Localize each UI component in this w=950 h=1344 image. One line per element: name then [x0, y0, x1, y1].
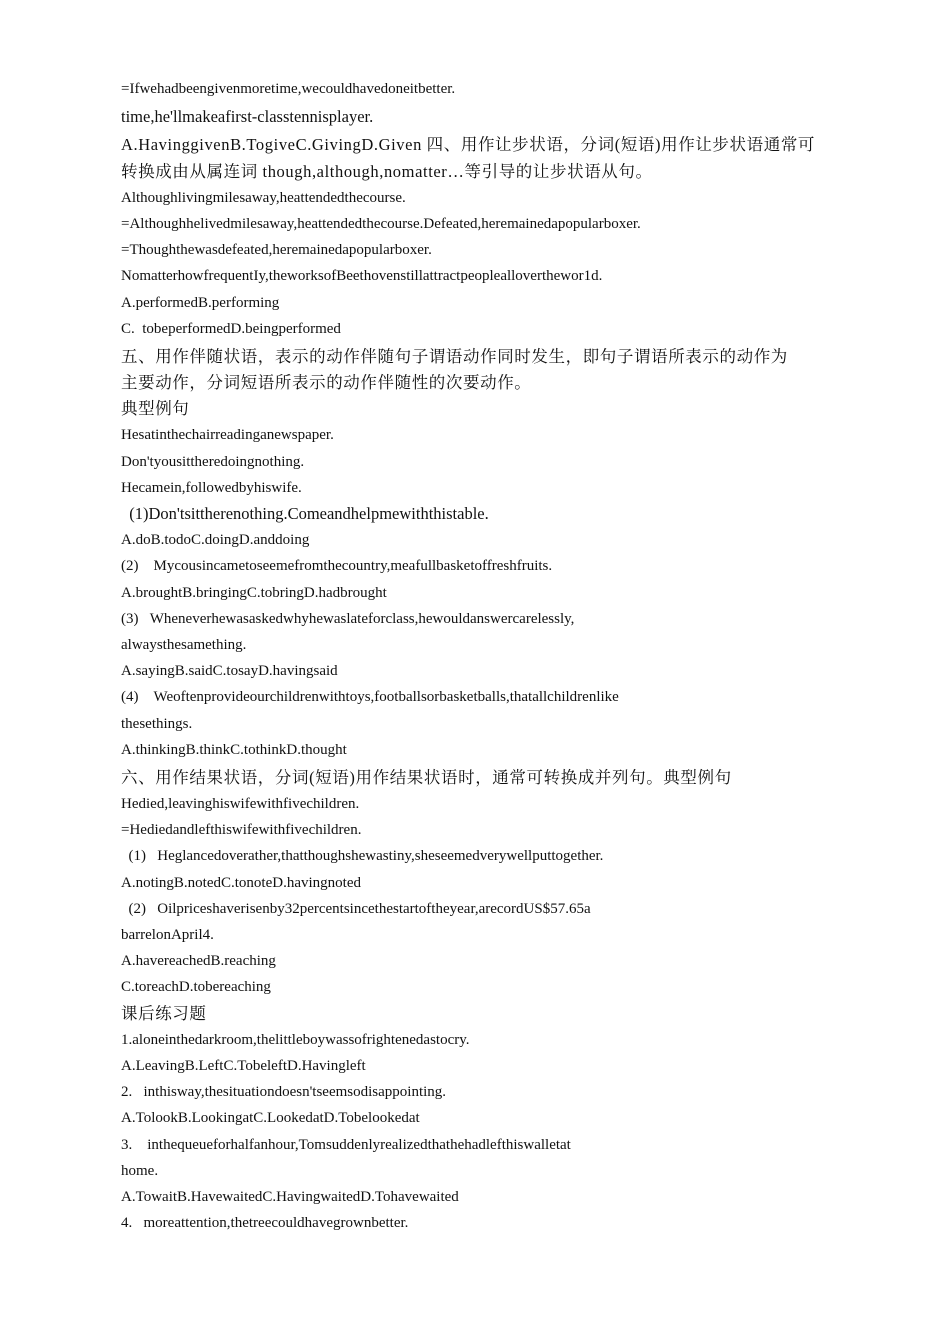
text-line: Hecamein,followedbyhiswife.	[121, 479, 302, 496]
text-line: thesethings.	[121, 715, 193, 732]
text-line: time,he'llmakeafirst-classtennisplayer.	[121, 107, 374, 127]
text-line: Althoughlivingmilesaway,heattendedthecourse.	[121, 189, 406, 206]
answer-options: C.toreachD.tobereaching	[121, 979, 271, 996]
text-line: A.HavinggivenB.TogiveC.GivingD.Given 四、用作让步状语，分词(短语)用作让步状语通常可	[121, 135, 816, 155]
answer-options: A.LeavingB.LeftC.TobeleftD.Havingleft	[121, 1057, 366, 1074]
text-line: C. tobeperformedD.beingperformed	[121, 320, 341, 337]
question-line: (4) Weoftenprovideourchildrenwithtoys,footballsorbasketballs,thatallchildrenlike	[121, 689, 619, 706]
answer-options: A.TowaitB.HavewaitedC.HavingwaitedD.Tohavewaited	[121, 1188, 459, 1205]
section-heading: 五、用作伴随状语，表示的动作伴随句子谓语动作同时发生，即句子谓语所表示的动作为	[121, 346, 788, 366]
text-line: Don'tyousittheredoingnothing.	[121, 453, 305, 470]
text-line: Hesatinthechairreadinganewspaper.	[121, 427, 334, 444]
question-line: (2) Oilpriceshaverisenby32percentsincethestartoftheyear,arecordUS$57.65a	[121, 900, 591, 917]
answer-options: A.TolookB.LookingatC.LookedatD.Tobelookedat	[121, 1110, 420, 1127]
answer-options: A.havereachedB.reaching	[121, 953, 276, 970]
answer-options: A.notingB.notedC.tonoteD.havingnoted	[121, 874, 361, 891]
text-line: barrelonApril4.	[121, 927, 214, 943]
text-line: alwaysthesamething.	[121, 636, 247, 653]
text-line: A.performedB.performing	[121, 294, 280, 311]
text-line: 主要动作，分词短语所表示的动作伴随性的次要动作。	[121, 373, 532, 393]
section-heading: 课后练习题	[121, 1003, 207, 1023]
question-line: 4. moreattention,thetreecouldhavegrownbetter.	[121, 1215, 409, 1232]
question-line: (1)Don'tsittherenothing.Comeandhelpmewiththistable.	[121, 504, 489, 523]
text-line: =Ifwehadbeengivenmoretime,wecouldhavedoneitbetter.	[121, 81, 456, 97]
text-line: =Althoughhelivedmilesaway,heattendedthecourse.Defeated,heremainedapopularboxer.	[121, 215, 641, 232]
question-line: 2. inthisway,thesituationdoesn'tseemsodisappointing.	[121, 1084, 447, 1101]
text-line: 转换成由从属连词 though,although,nomatter…等引导的让步状语从句。	[121, 161, 653, 181]
answer-options: A.sayingB.saidC.tosayD.havingsaid	[121, 663, 338, 680]
question-line: 3. inthequeueforhalfanhour,Tomsuddenlyrealizedthathehadlefthiswalletat	[121, 1136, 571, 1153]
question-line: 1.aloneinthedarkroom,thelittleboywassofrightenedastocry.	[121, 1031, 470, 1048]
section-subheading: 典型例句	[121, 399, 190, 419]
section-heading: 六、用作结果状语，分词(短语)用作结果状语时，通常可转换成并列句。典型例句	[121, 767, 732, 787]
text-line: =Hediedandlefthiswifewithfivechildren.	[121, 822, 362, 839]
text-line: Hedied,leavinghiswifewithfivechildren.	[121, 796, 360, 813]
question-line: (2) Mycousincametoseemefromthecountry,meafullbasketoffreshfruits.	[121, 558, 553, 575]
text-line: home.	[121, 1162, 159, 1179]
answer-options: A.broughtB.bringingC.tobringD.hadbrought	[121, 584, 387, 601]
question-line: (3) Wheneverhewasaskedwhyhewaslateforclass,hewouldanswercarelessly,	[121, 610, 575, 627]
answer-options: A.thinkingB.thinkC.tothinkD.thought	[121, 741, 347, 758]
document-page	[121, 76, 836, 1236]
question-line: (1) Heglancedoverather,thatthoughshewastiny,sheseemedverywellputtogether.	[121, 848, 604, 865]
answer-options: A.doB.todoC.doingD.anddoing	[121, 532, 310, 549]
text-line: =Thoughthewasdefeated,heremainedapopularboxer.	[121, 242, 432, 259]
text-line: NomatterhowfrequentIy,theworksofBeethovenstillattractpeoplealloverthewor1d.	[121, 268, 603, 285]
